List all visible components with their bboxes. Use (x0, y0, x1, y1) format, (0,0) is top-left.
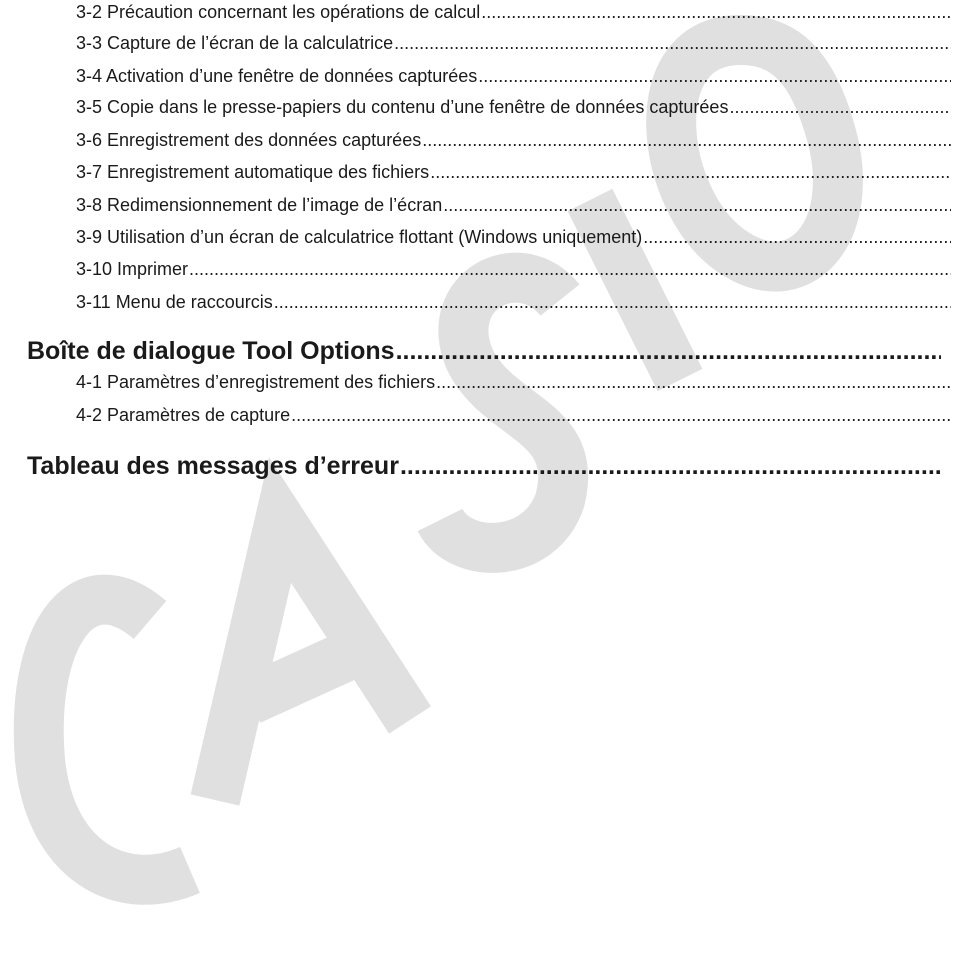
watermark-letter-c (39, 600, 190, 880)
toc-entry-3-6[interactable] (76, 128, 951, 152)
toc-chapter-label: Boîte de dialogue Tool Options (27, 337, 395, 365)
dot-leader (396, 335, 941, 367)
toc-entry-label: 3-3 Capture de l’écran de la calculatrice (76, 33, 394, 53)
dot-leader (394, 31, 951, 55)
toc-chapter-tool-options[interactable] (27, 335, 941, 367)
toc-entry-label: 3-6 Enregistrement des données capturées (76, 130, 422, 150)
dot-leader (430, 160, 951, 184)
dot-leader (443, 193, 951, 217)
toc-entry-4-1[interactable] (76, 370, 951, 394)
dot-leader (189, 257, 951, 281)
toc-entry-label: 3-4 Activation d’une fenêtre de données capturées (76, 66, 478, 86)
toc-entry-3-11[interactable] (76, 290, 951, 314)
toc-entry-label: 3-9 Utilisation d’un écran de calculatrice flottant (Windows uniquement) (76, 227, 643, 247)
toc-chapter-error-messages[interactable] (27, 450, 941, 482)
dot-leader (729, 95, 951, 119)
toc-entry-3-2[interactable] (76, 0, 951, 24)
toc-entry-3-3[interactable] (76, 31, 951, 55)
toc-entry-label: 4-1 Paramètres d’enregistrement des fichiers (76, 372, 436, 392)
dot-leader (478, 64, 951, 88)
toc-entry-3-10[interactable] (76, 257, 951, 281)
toc-entry-3-9[interactable] (76, 225, 951, 249)
toc-entry-4-2[interactable] (76, 403, 951, 427)
toc-entry-3-7[interactable] (76, 160, 951, 184)
dot-leader (436, 370, 951, 394)
toc-entry-3-8[interactable] (76, 193, 951, 217)
toc-chapter-label: Tableau des messages d’erreur (27, 452, 399, 480)
toc-entry-label: 3-2 Précaution concernant les opérations de calcul (76, 2, 481, 22)
dot-leader (400, 450, 941, 482)
toc-entry-label: 3-8 Redimensionnement de l’image de l’écran (76, 195, 443, 215)
dot-leader (481, 0, 951, 24)
dot-leader (291, 403, 951, 427)
dot-leader (274, 290, 951, 314)
toc-entry-3-5[interactable] (76, 95, 951, 119)
dot-leader (422, 128, 951, 152)
toc-entry-label: 3-5 Copie dans le presse-papiers du contenu d’une fenêtre de données capturées (76, 97, 729, 117)
toc-entry-label: 3-10 Imprimer (76, 259, 189, 279)
dot-leader (643, 225, 951, 249)
watermark-letter-a (215, 520, 410, 800)
toc-entry-3-4[interactable] (76, 64, 951, 88)
toc-entry-label: 3-7 Enregistrement automatique des fichiers (76, 162, 430, 182)
toc-entry-label: 4-2 Paramètres de capture (76, 405, 291, 425)
toc-entry-label: 3-11 Menu de raccourcis (76, 292, 273, 312)
